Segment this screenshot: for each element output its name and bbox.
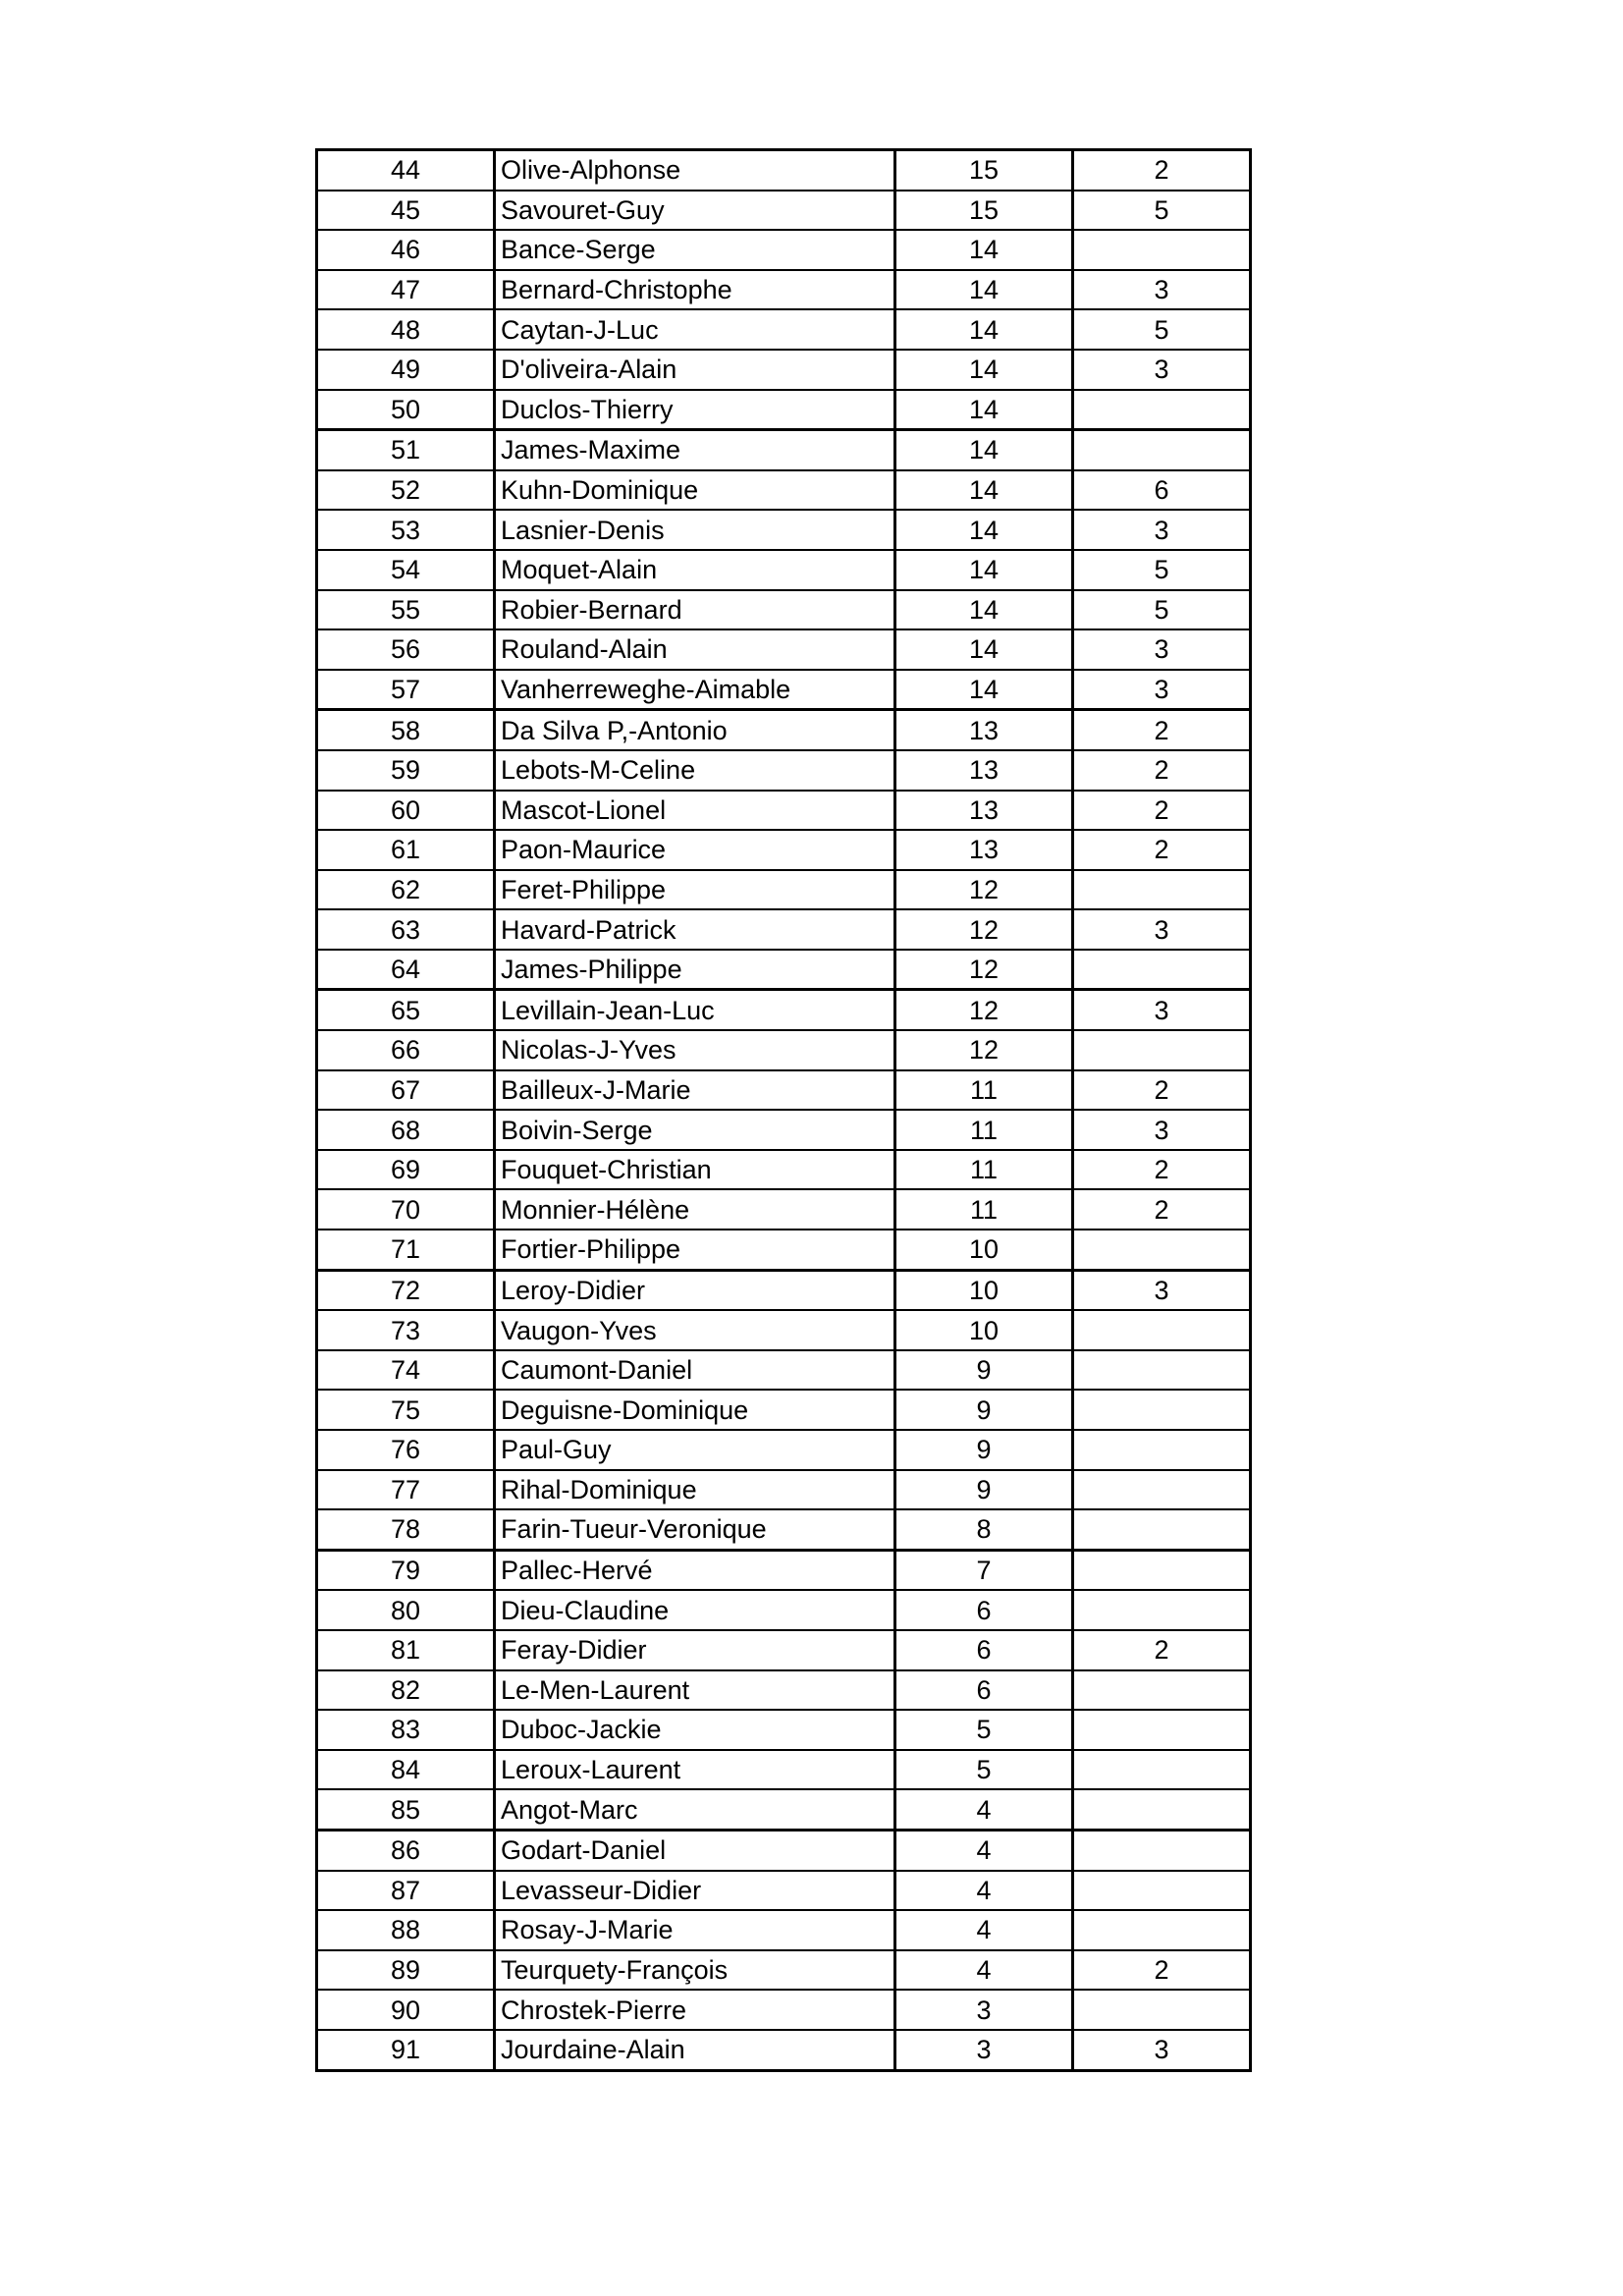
- name-cell: Duboc-Jackie: [495, 1710, 895, 1750]
- rank-cell: 49: [317, 350, 495, 390]
- points-cell: 14: [895, 309, 1073, 350]
- table-row: [317, 350, 1251, 390]
- table-row: [317, 1670, 1251, 1711]
- name-cell: Olive-Alphonse: [495, 150, 895, 191]
- name-cell: D'oliveira-Alain: [495, 350, 895, 390]
- rank-cell: 45: [317, 191, 495, 231]
- table-row: [317, 1030, 1251, 1070]
- name-cell: Duclos-Thierry: [495, 390, 895, 430]
- rank-cell: 82: [317, 1670, 495, 1711]
- points-cell: 6: [895, 1630, 1073, 1670]
- extra-cell: [1073, 870, 1251, 910]
- name-cell: Paul-Guy: [495, 1430, 895, 1470]
- extra-cell: 3: [1073, 350, 1251, 390]
- points-cell: 14: [895, 430, 1073, 470]
- rank-cell: 83: [317, 1710, 495, 1750]
- name-cell: James-Philippe: [495, 950, 895, 990]
- extra-cell: 5: [1073, 550, 1251, 590]
- points-cell: 12: [895, 1030, 1073, 1070]
- points-cell: 9: [895, 1390, 1073, 1430]
- name-cell: James-Maxime: [495, 430, 895, 470]
- rank-cell: 77: [317, 1470, 495, 1510]
- rank-cell: 74: [317, 1350, 495, 1391]
- extra-cell: 2: [1073, 750, 1251, 791]
- table-row: [317, 1150, 1251, 1190]
- table-row: [317, 670, 1251, 710]
- extra-cell: [1073, 390, 1251, 430]
- rank-cell: 73: [317, 1310, 495, 1350]
- table-row: [317, 1910, 1251, 1950]
- points-cell: 15: [895, 150, 1073, 191]
- name-cell: Rosay-J-Marie: [495, 1910, 895, 1950]
- name-cell: Havard-Patrick: [495, 909, 895, 950]
- points-cell: 4: [895, 1950, 1073, 1991]
- name-cell: Farin-Tueur-Veronique: [495, 1509, 895, 1550]
- points-cell: 4: [895, 1830, 1073, 1870]
- extra-cell: [1073, 430, 1251, 470]
- rank-cell: 59: [317, 750, 495, 791]
- table-row: [317, 1509, 1251, 1550]
- rank-cell: 61: [317, 830, 495, 870]
- points-cell: 12: [895, 870, 1073, 910]
- rank-cell: 63: [317, 909, 495, 950]
- extra-cell: [1073, 230, 1251, 270]
- rank-cell: 50: [317, 390, 495, 430]
- name-cell: Nicolas-J-Yves: [495, 1030, 895, 1070]
- rank-cell: 52: [317, 470, 495, 511]
- extra-cell: [1073, 1750, 1251, 1790]
- rank-cell: 65: [317, 990, 495, 1030]
- rank-cell: 66: [317, 1030, 495, 1070]
- extra-cell: 2: [1073, 710, 1251, 750]
- name-cell: Bailleux-J-Marie: [495, 1070, 895, 1111]
- extra-cell: [1073, 950, 1251, 990]
- rank-cell: 56: [317, 629, 495, 670]
- rank-cell: 71: [317, 1230, 495, 1270]
- table-row: [317, 309, 1251, 350]
- rank-cell: 75: [317, 1390, 495, 1430]
- extra-cell: 2: [1073, 1630, 1251, 1670]
- extra-cell: 5: [1073, 309, 1251, 350]
- extra-cell: 5: [1073, 590, 1251, 630]
- table-row: [317, 870, 1251, 910]
- rank-cell: 78: [317, 1509, 495, 1550]
- table-row: [317, 1950, 1251, 1991]
- points-cell: 11: [895, 1189, 1073, 1230]
- rank-cell: 47: [317, 270, 495, 310]
- name-cell: Kuhn-Dominique: [495, 470, 895, 511]
- extra-cell: 3: [1073, 909, 1251, 950]
- rank-cell: 54: [317, 550, 495, 590]
- table-row: [317, 150, 1251, 191]
- table-row: [317, 1550, 1251, 1590]
- points-cell: 9: [895, 1350, 1073, 1391]
- rank-cell: 53: [317, 510, 495, 550]
- table-row: [317, 1590, 1251, 1630]
- points-cell: 14: [895, 550, 1073, 590]
- table-row: [317, 830, 1251, 870]
- points-cell: 11: [895, 1150, 1073, 1190]
- points-cell: 10: [895, 1270, 1073, 1310]
- points-cell: 14: [895, 670, 1073, 710]
- name-cell: Feray-Didier: [495, 1630, 895, 1670]
- name-cell: Teurquety-François: [495, 1950, 895, 1991]
- extra-cell: [1073, 1789, 1251, 1830]
- points-cell: 14: [895, 270, 1073, 310]
- extra-cell: 6: [1073, 470, 1251, 511]
- name-cell: Levillain-Jean-Luc: [495, 990, 895, 1030]
- points-cell: 7: [895, 1550, 1073, 1590]
- extra-cell: 3: [1073, 1110, 1251, 1150]
- points-cell: 5: [895, 1750, 1073, 1790]
- name-cell: Caytan-J-Luc: [495, 309, 895, 350]
- name-cell: Leroux-Laurent: [495, 1750, 895, 1790]
- table-row: [317, 990, 1251, 1030]
- points-cell: 14: [895, 510, 1073, 550]
- points-cell: 13: [895, 791, 1073, 831]
- rank-cell: 80: [317, 1590, 495, 1630]
- table-row: [317, 510, 1251, 550]
- name-cell: Monnier-Hélène: [495, 1189, 895, 1230]
- table-row: [317, 2030, 1251, 2070]
- rank-cell: 62: [317, 870, 495, 910]
- table-row: [317, 1470, 1251, 1510]
- table-row: [317, 1110, 1251, 1150]
- extra-cell: 2: [1073, 1950, 1251, 1991]
- extra-cell: 2: [1073, 1070, 1251, 1111]
- name-cell: Rouland-Alain: [495, 629, 895, 670]
- points-cell: 14: [895, 470, 1073, 511]
- points-cell: 8: [895, 1509, 1073, 1550]
- rank-cell: 85: [317, 1789, 495, 1830]
- points-cell: 9: [895, 1430, 1073, 1470]
- extra-cell: [1073, 1830, 1251, 1870]
- name-cell: Robier-Bernard: [495, 590, 895, 630]
- points-cell: 5: [895, 1710, 1073, 1750]
- extra-cell: 2: [1073, 1150, 1251, 1190]
- name-cell: Lebots-M-Celine: [495, 750, 895, 791]
- rank-cell: 64: [317, 950, 495, 990]
- table-row: [317, 1990, 1251, 2030]
- points-cell: 15: [895, 191, 1073, 231]
- name-cell: Leroy-Didier: [495, 1270, 895, 1310]
- points-cell: 14: [895, 230, 1073, 270]
- points-cell: 13: [895, 750, 1073, 791]
- points-cell: 9: [895, 1470, 1073, 1510]
- table-row: [317, 629, 1251, 670]
- table-row: [317, 191, 1251, 231]
- rank-cell: 44: [317, 150, 495, 191]
- ranking-table: [315, 148, 1252, 2072]
- rank-cell: 88: [317, 1910, 495, 1950]
- rank-cell: 60: [317, 791, 495, 831]
- extra-cell: 2: [1073, 830, 1251, 870]
- points-cell: 4: [895, 1871, 1073, 1911]
- rank-cell: 72: [317, 1270, 495, 1310]
- name-cell: Boivin-Serge: [495, 1110, 895, 1150]
- points-cell: 14: [895, 390, 1073, 430]
- points-cell: 11: [895, 1070, 1073, 1111]
- extra-cell: [1073, 1509, 1251, 1550]
- rank-cell: 91: [317, 2030, 495, 2070]
- extra-cell: [1073, 1470, 1251, 1510]
- rank-cell: 87: [317, 1871, 495, 1911]
- extra-cell: [1073, 1030, 1251, 1070]
- rank-cell: 67: [317, 1070, 495, 1111]
- name-cell: Fouquet-Christian: [495, 1150, 895, 1190]
- table-row: [317, 1789, 1251, 1830]
- rank-cell: 84: [317, 1750, 495, 1790]
- extra-cell: [1073, 1670, 1251, 1711]
- rank-cell: 48: [317, 309, 495, 350]
- rank-cell: 81: [317, 1630, 495, 1670]
- extra-cell: 3: [1073, 2030, 1251, 2070]
- name-cell: Da Silva P,-Antonio: [495, 710, 895, 750]
- rank-cell: 76: [317, 1430, 495, 1470]
- table-row: [317, 1070, 1251, 1111]
- points-cell: 11: [895, 1110, 1073, 1150]
- rank-cell: 55: [317, 590, 495, 630]
- extra-cell: [1073, 1590, 1251, 1630]
- points-cell: 3: [895, 2030, 1073, 2070]
- extra-cell: 5: [1073, 191, 1251, 231]
- points-cell: 4: [895, 1910, 1073, 1950]
- extra-cell: [1073, 1310, 1251, 1350]
- extra-cell: [1073, 1390, 1251, 1430]
- extra-cell: [1073, 1990, 1251, 2030]
- extra-cell: [1073, 1871, 1251, 1911]
- table-row: [317, 909, 1251, 950]
- extra-cell: [1073, 1350, 1251, 1391]
- points-cell: 13: [895, 710, 1073, 750]
- extra-cell: [1073, 1430, 1251, 1470]
- table-row: [317, 710, 1251, 750]
- name-cell: Angot-Marc: [495, 1789, 895, 1830]
- name-cell: Feret-Philippe: [495, 870, 895, 910]
- table-row: [317, 270, 1251, 310]
- points-cell: 3: [895, 1990, 1073, 2030]
- points-cell: 13: [895, 830, 1073, 870]
- points-cell: 14: [895, 629, 1073, 670]
- table-row: [317, 230, 1251, 270]
- table-row: [317, 791, 1251, 831]
- rank-cell: 90: [317, 1990, 495, 2030]
- table-row: [317, 1310, 1251, 1350]
- name-cell: Pallec-Hervé: [495, 1550, 895, 1590]
- name-cell: Le-Men-Laurent: [495, 1670, 895, 1711]
- rank-cell: 86: [317, 1830, 495, 1870]
- table-row: [317, 1871, 1251, 1911]
- name-cell: Caumont-Daniel: [495, 1350, 895, 1391]
- name-cell: Bernard-Christophe: [495, 270, 895, 310]
- points-cell: 12: [895, 950, 1073, 990]
- extra-cell: 3: [1073, 270, 1251, 310]
- rank-cell: 58: [317, 710, 495, 750]
- table-row: [317, 950, 1251, 990]
- points-cell: 6: [895, 1670, 1073, 1711]
- extra-cell: 3: [1073, 990, 1251, 1030]
- table-row: [317, 430, 1251, 470]
- extra-cell: [1073, 1910, 1251, 1950]
- table-row: [317, 590, 1251, 630]
- name-cell: Vaugon-Yves: [495, 1310, 895, 1350]
- rank-cell: 68: [317, 1110, 495, 1150]
- name-cell: Dieu-Claudine: [495, 1590, 895, 1630]
- table-row: [317, 1390, 1251, 1430]
- points-cell: 10: [895, 1310, 1073, 1350]
- name-cell: Mascot-Lionel: [495, 791, 895, 831]
- points-cell: 12: [895, 909, 1073, 950]
- name-cell: Chrostek-Pierre: [495, 1990, 895, 2030]
- rank-cell: 51: [317, 430, 495, 470]
- table-row: [317, 390, 1251, 430]
- table-row: [317, 1430, 1251, 1470]
- points-cell: 14: [895, 590, 1073, 630]
- extra-cell: 2: [1073, 1189, 1251, 1230]
- rank-cell: 79: [317, 1550, 495, 1590]
- table-row: [317, 1270, 1251, 1310]
- ranking-table-body: [317, 150, 1251, 2071]
- extra-cell: 3: [1073, 1270, 1251, 1310]
- name-cell: Bance-Serge: [495, 230, 895, 270]
- rank-cell: 69: [317, 1150, 495, 1190]
- name-cell: Jourdaine-Alain: [495, 2030, 895, 2070]
- rank-cell: 89: [317, 1950, 495, 1991]
- name-cell: Deguisne-Dominique: [495, 1390, 895, 1430]
- extra-cell: [1073, 1710, 1251, 1750]
- rank-cell: 70: [317, 1189, 495, 1230]
- table-row: [317, 1230, 1251, 1270]
- name-cell: Savouret-Guy: [495, 191, 895, 231]
- extra-cell: 3: [1073, 629, 1251, 670]
- name-cell: Levasseur-Didier: [495, 1871, 895, 1911]
- extra-cell: 3: [1073, 510, 1251, 550]
- extra-cell: 2: [1073, 791, 1251, 831]
- table-row: [317, 750, 1251, 791]
- table-row: [317, 1710, 1251, 1750]
- rank-cell: 57: [317, 670, 495, 710]
- name-cell: Rihal-Dominique: [495, 1470, 895, 1510]
- extra-cell: [1073, 1550, 1251, 1590]
- table-row: [317, 1750, 1251, 1790]
- table-row: [317, 1830, 1251, 1870]
- table-row: [317, 550, 1251, 590]
- table-row: [317, 470, 1251, 511]
- table-row: [317, 1630, 1251, 1670]
- name-cell: Lasnier-Denis: [495, 510, 895, 550]
- name-cell: Vanherreweghe-Aimable: [495, 670, 895, 710]
- points-cell: 6: [895, 1590, 1073, 1630]
- table-row: [317, 1350, 1251, 1391]
- extra-cell: [1073, 1230, 1251, 1270]
- points-cell: 10: [895, 1230, 1073, 1270]
- extra-cell: 3: [1073, 670, 1251, 710]
- points-cell: 4: [895, 1789, 1073, 1830]
- name-cell: Moquet-Alain: [495, 550, 895, 590]
- name-cell: Fortier-Philippe: [495, 1230, 895, 1270]
- table-row: [317, 1189, 1251, 1230]
- points-cell: 14: [895, 350, 1073, 390]
- points-cell: 12: [895, 990, 1073, 1030]
- rank-cell: 46: [317, 230, 495, 270]
- name-cell: Paon-Maurice: [495, 830, 895, 870]
- extra-cell: 2: [1073, 150, 1251, 191]
- name-cell: Godart-Daniel: [495, 1830, 895, 1870]
